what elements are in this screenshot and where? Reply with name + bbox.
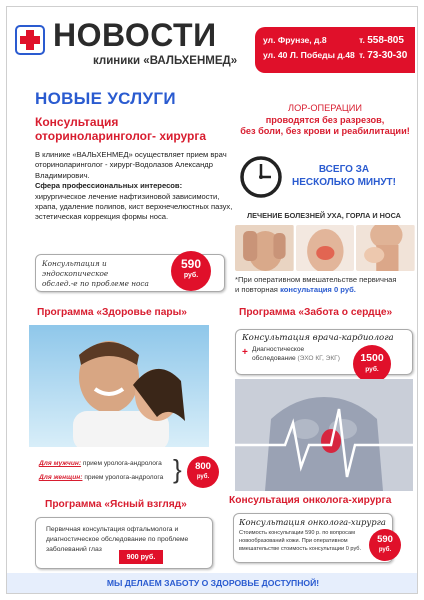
address-street: ул. 40 Л. Победы д.48	[263, 50, 355, 60]
price-badge: 590 руб.	[369, 529, 401, 561]
address-street: ул. Фрунзе, д.8	[263, 35, 327, 45]
brace-symbol: }	[173, 454, 182, 484]
program-onco-title: Консультация онколога-хирурга	[229, 495, 392, 506]
program-eyes-title: Программа «Ясный взгляд»	[45, 499, 187, 510]
couple-program-box: Для мужчин: прием уролога-андролога Для женщин: прием уролога-андролога	[39, 460, 164, 481]
onco-consult-box: Консультация онколога-хирурга Стоимость консультации 590 р. по вопросам новообразований кожи. При оперативном вмешательстве стоимость консультации 0 руб.	[233, 513, 393, 563]
price-badge: 590 руб.	[171, 251, 211, 291]
newsletter-title: НОВОСТИ	[53, 17, 217, 53]
address-phone: т. 558-805	[359, 35, 404, 46]
address-banner	[255, 27, 415, 73]
eyes-program-box: Первичная консультация офтальмолога и диагностическое обследование по проблеме заболеваний глаз	[35, 517, 213, 569]
address-row	[263, 33, 415, 48]
operation-note: *При оперативном вмешательстве первичная и повторная консультация 0 руб.	[235, 275, 397, 294]
clock-icon	[239, 155, 283, 199]
cardio-consult-box: Консультация врача-кардиолога + Диагностическое обследование (ЭХО КГ, ЭКГ)	[235, 329, 413, 375]
photo-ear	[235, 225, 294, 271]
section-heading: НОВЫЕ УСЛУГИ	[35, 89, 176, 108]
newsletter-page	[6, 6, 418, 594]
medical-cross-logo-icon	[15, 25, 45, 55]
clinic-subtitle: клиники «ВАЛЬХЕНМЕД»	[93, 55, 238, 67]
ent-description: В клинике «ВАЛЬХЕНМЕД» осуществляет прием врач оториноларинголог - хирург-Водолазов Александр Владимирович. Сфера профессиональных интересов: хирургическое лечение нафтизиновой зависимости, храпа, удаление полипов, кист верхнечелюстных пазух, эстетическая коррекция формы носа.	[35, 150, 233, 222]
ent-photos	[235, 225, 415, 271]
ent-consult-box: Консультация и эндоскопическое обслед.-е по проблеме носа	[35, 254, 225, 292]
few-minutes-text: ВСЕГО ЗА НЕСКОЛЬКО МИНУТ!	[291, 164, 396, 188]
address-row	[263, 48, 415, 63]
program-heart-title: Программа «Забота о сердце»	[239, 307, 393, 318]
photo-nose	[296, 225, 355, 271]
plus-icon: +	[242, 347, 248, 358]
ent-title: Консультация оториноларинголог- хирурга	[35, 115, 207, 143]
program-couple-title: Программа «Здоровье пары»	[37, 307, 187, 318]
price-badge: 800 руб.	[187, 456, 219, 488]
photo-throat	[356, 225, 415, 271]
price-badge: 1500 руб.	[353, 345, 391, 383]
treatment-caption: ЛЕЧЕНИЕ БОЛЕЗНЕЙ УХА, ГОРЛА И НОСА	[247, 211, 401, 220]
photo-heart-ecg	[235, 379, 413, 491]
price-tag: 900 руб.	[119, 550, 163, 564]
lor-operations-text: ЛОР-ОПЕРАЦИИ проводятся без разрезов, без боли, без крови и реабилитации!	[240, 103, 410, 136]
address-phone: т. 73-30-30	[359, 50, 408, 61]
photo-couple	[29, 325, 209, 447]
footer-slogan: МЫ ДЕЛАЕМ ЗАБОТУ О ЗДОРОВЬЕ ДОСТУПНОЙ!	[106, 578, 320, 588]
